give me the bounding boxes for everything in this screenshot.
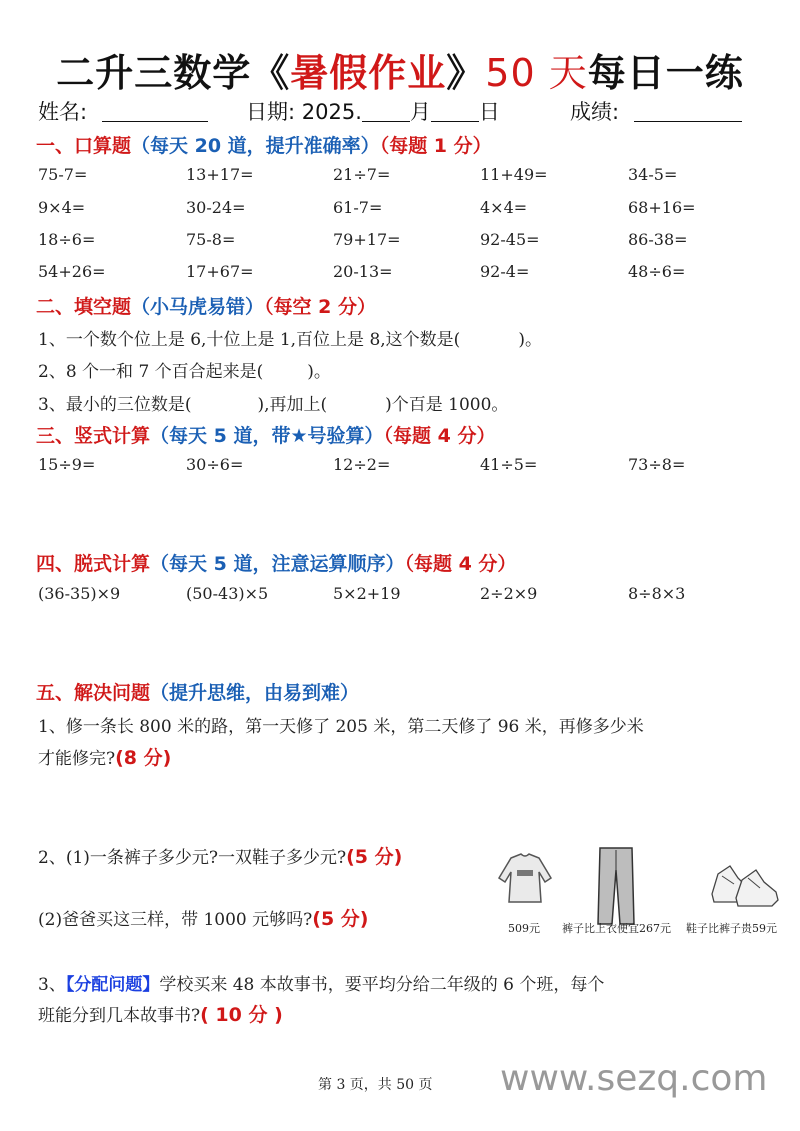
question-text: 1、一个数个位上是 6,十位上是 1,百位上是 8,这个数是( (38, 330, 461, 350)
question-text-end: )。 (518, 330, 542, 350)
word-problem-2-part2 (38, 904, 368, 931)
question-text: 2、(1)一条裤子多少元?一双鞋子多少元? (38, 848, 347, 868)
question-text: 3、最小的三位数是( (38, 395, 192, 415)
title-highlight: 暑假作业 (290, 51, 447, 95)
section2-note: （小马虎易错） (131, 296, 265, 318)
question-points: ( 10 分 ) (200, 1004, 283, 1026)
question-text: 才能修完? (38, 749, 116, 769)
title-suffix: 每日一练 (587, 51, 744, 95)
stepwise-calc-problem: 2÷2×9 (480, 584, 538, 603)
page-number: 第 3 页，共 50 页 (318, 1077, 433, 1093)
name-label: 姓名: (38, 100, 88, 124)
stepwise-calc-problem: (50-43)×5 (186, 584, 269, 603)
day-blank[interactable] (431, 101, 479, 122)
stepwise-calc-problem: (36-35)×9 (38, 584, 121, 603)
pants-icon (596, 846, 636, 926)
section5-title: 五、解决问题 (36, 682, 151, 704)
section2-points: （每空 2 分） (264, 296, 376, 318)
question-points: (5 分) (346, 846, 403, 868)
equation: 86-38= (628, 230, 688, 249)
word-problem-3-line1 (38, 970, 604, 995)
question-text: (2)爸爸买这三样，带 1000 元够吗? (38, 910, 313, 930)
word-problem-2-part1 (38, 842, 402, 869)
fill-blank-question-3 (38, 390, 508, 415)
vertical-calc-problem: 15÷9= (38, 455, 96, 474)
equation: 11+49= (480, 165, 548, 184)
section4-heading (36, 549, 516, 576)
vertical-calc-problem: 30÷6= (186, 455, 244, 474)
title-days: 50 天 (485, 51, 588, 95)
equation: 34-5= (628, 165, 678, 184)
score-label: 成绩: (570, 100, 620, 124)
question-text: 班能分到几本故事书? (38, 1006, 201, 1026)
month-blank[interactable] (362, 101, 410, 122)
vertical-calc-problem: 12÷2= (333, 455, 391, 474)
word-problem-1-line2 (38, 743, 171, 770)
section1-note: （每天 20 道，提升准确率） (131, 135, 380, 157)
section3-heading (36, 421, 495, 448)
score-field (570, 96, 742, 126)
question-text-middle: ),再加上( (257, 395, 328, 415)
section5-note: （提升思维，由易到难） (150, 682, 360, 704)
equation: 9×4= (38, 198, 86, 217)
section1-points: （每题 1 分） (379, 135, 492, 157)
question-text: 学校买来 48 本故事书，要平均分给二年级的 6 个班，每个 (159, 975, 605, 995)
equation: 20-13= (333, 262, 393, 281)
shoes-icon (708, 860, 782, 908)
vertical-calc-problem: 41÷5= (480, 455, 538, 474)
equation: 17+67= (186, 262, 254, 281)
equation: 79+17= (333, 230, 401, 249)
section4-title: 四、脱式计算 (36, 553, 151, 575)
month-label: 月 (409, 100, 431, 124)
word-problem-3-line2 (38, 1000, 283, 1027)
score-blank[interactable] (634, 101, 742, 122)
stepwise-calc-problem: 8÷8×3 (628, 584, 686, 603)
date-field (246, 96, 500, 126)
section3-title: 三、竖式计算 (36, 425, 151, 447)
shirt-icon (495, 848, 555, 908)
name-field (38, 96, 208, 126)
title-prefix: 二升三数学《 (56, 51, 291, 95)
equation: 92-4= (480, 262, 530, 281)
shoes-caption: 鞋子比裤子贵59元 (686, 922, 777, 935)
day-label: 日 (478, 100, 500, 124)
section3-note: （每天 5 道，带★号验算） (150, 425, 384, 447)
equation: 48÷6= (628, 262, 686, 281)
question-number: 3、 (38, 975, 66, 995)
word-problem-1-line1: 1、修一条长 800 米的路，第一天修了 205 米，第二天修了 96 米，再修多少米 (38, 717, 644, 737)
section3-points: （每题 4 分） (383, 425, 496, 447)
title-mid: 》 (446, 51, 486, 95)
equation: 4×4= (480, 198, 528, 217)
date-label: 日期: 2025. (246, 100, 362, 124)
question-text: 2、8 个一和 7 个百合起来是( (38, 362, 264, 382)
section1-heading (36, 131, 492, 158)
equation: 54+26= (38, 262, 106, 281)
section4-note: （每天 5 道，注意运算顺序） (150, 553, 405, 575)
stepwise-calc-problem: 5×2+19 (333, 584, 401, 603)
shirt-caption: 509元 (508, 922, 540, 935)
question-text-end: )。 (307, 362, 331, 382)
equation: 75-7= (38, 165, 88, 184)
equation: 13+17= (186, 165, 254, 184)
equation: 21÷7= (333, 165, 391, 184)
equation: 68+16= (628, 198, 696, 217)
section5-heading (36, 678, 359, 705)
section2-heading (36, 292, 376, 319)
question-tag: 【分配问题】 (65, 975, 160, 995)
equation: 75-8= (186, 230, 236, 249)
name-blank[interactable] (102, 101, 208, 122)
equation: 30-24= (186, 198, 246, 217)
section4-points: （每题 4 分） (404, 553, 517, 575)
fill-blank-question-2 (38, 357, 331, 382)
vertical-calc-problem: 73÷8= (628, 455, 686, 474)
worksheet-title (0, 42, 800, 97)
question-text-end: )个百是 1000。 (385, 395, 509, 415)
equation: 92-45= (480, 230, 540, 249)
question-points: (8 分) (115, 747, 172, 769)
pants-caption: 裤子比上衣便宜267元 (562, 922, 671, 935)
section2-title: 二、填空题 (36, 296, 132, 318)
equation: 61-7= (333, 198, 383, 217)
equation: 18÷6= (38, 230, 96, 249)
question-points: (5 分) (312, 908, 369, 930)
watermark: www.sezq.com (500, 1058, 768, 1099)
section1-title: 一、口算题 (36, 135, 132, 157)
fill-blank-question-1 (38, 325, 542, 350)
